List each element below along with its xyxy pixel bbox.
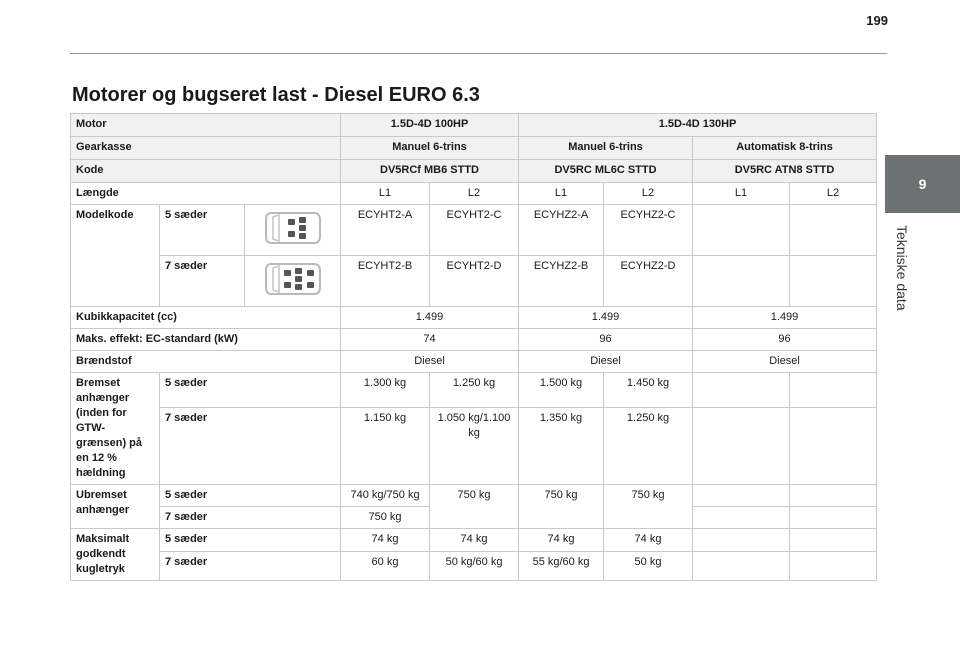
row-model-7 [71,256,877,307]
label-seats-7: 7 sæder [160,507,341,529]
braked-5-4: 1.450 kg [604,373,693,408]
empty-cell [790,507,877,529]
model-7-1: ECYHT2-B [341,256,430,307]
row-gearbox [71,137,877,160]
row-towball-5 [71,529,877,552]
length-l2: L2 [430,183,519,205]
motor-130hp: 1.5D-4D 130HP [519,114,877,137]
braked-7-4: 1.250 kg [604,408,693,485]
fuel-1: Diesel [341,351,519,373]
label-braked-trailer: Bremset anhænger (inden for GTW-grænsen) på en 12 % hældning [71,373,160,485]
label-seats-7: 7 sæder [160,552,341,581]
towball-5-2: 74 kg [430,529,519,552]
label-unbraked-trailer: Ubremset anhænger [71,485,160,529]
length-l1: L1 [693,183,790,205]
label-code: Kode [71,160,341,183]
unbraked-5-1: 740 kg/750 kg [341,485,430,507]
label-length: Længde [71,183,341,205]
power-2: 96 [519,329,693,351]
towball-7-4: 50 kg [604,552,693,581]
label-displacement: Kubikkapacitet (cc) [71,307,341,329]
car-7-seat-layout-icon [245,256,341,307]
model-5-2: ECYHT2-C [430,205,519,256]
unbraked-7-1: 750 kg [341,507,430,529]
empty-cell [693,373,790,408]
empty-cell [790,205,877,256]
page-number: 199 [866,13,888,28]
length-l2: L2 [790,183,877,205]
row-towball-7 [71,552,877,581]
empty-cell [693,256,790,307]
chapter-tab[interactable]: 9 [885,155,960,213]
model-7-4: ECYHZ2-D [604,256,693,307]
fuel-2: Diesel [519,351,693,373]
braked-7-2: 1.050 kg/1.100 kg [430,408,519,485]
label-seats-5: 5 sæder [160,529,341,552]
label-seats-5: 5 sæder [160,373,341,408]
engine-spec-table [70,113,877,581]
empty-cell [790,529,877,552]
model-5-4: ECYHZ2-C [604,205,693,256]
empty-cell [790,485,877,507]
label-motor: Motor [71,114,341,137]
unbraked-5-3: 750 kg [519,485,604,529]
chapter-side-title: Tekniske data [894,225,910,311]
unbraked-5-2: 750 kg [430,485,519,529]
row-unbraked-5 [71,485,877,507]
braked-7-1: 1.150 kg [341,408,430,485]
empty-cell [790,256,877,307]
length-l1: L1 [341,183,430,205]
car-5-seat-layout-icon [245,205,341,256]
empty-cell [790,552,877,581]
braked-5-2: 1.250 kg [430,373,519,408]
empty-cell [790,408,877,485]
label-seats-7: 7 sæder [160,256,245,307]
towball-7-3: 55 kg/60 kg [519,552,604,581]
model-5-1: ECYHT2-A [341,205,430,256]
cc-3: 1.499 [693,307,877,329]
empty-cell [693,529,790,552]
row-displacement [71,307,877,329]
row-power [71,329,877,351]
fuel-3: Diesel [693,351,877,373]
code-3: DV5RC ATN8 STTD [693,160,877,183]
label-model-code: Modelkode [71,205,160,307]
row-fuel [71,351,877,373]
model-5-3: ECYHZ2-A [519,205,604,256]
unbraked-5-4: 750 kg [604,485,693,529]
motor-100hp: 1.5D-4D 100HP [341,114,519,137]
cc-1: 1.499 [341,307,519,329]
model-7-2: ECYHT2-D [430,256,519,307]
gearbox-3: Automatisk 8-trins [693,137,877,160]
code-2: DV5RC ML6C STTD [519,160,693,183]
row-braked-7 [71,408,877,485]
empty-cell [693,485,790,507]
row-code [71,160,877,183]
label-seats-7: 7 sæder [160,408,341,485]
towball-5-1: 74 kg [341,529,430,552]
gearbox-2: Manuel 6-trins [519,137,693,160]
empty-cell [693,205,790,256]
empty-cell [693,552,790,581]
row-length [71,183,877,205]
towball-7-2: 50 kg/60 kg [430,552,519,581]
header-divider [70,53,887,54]
empty-cell [693,507,790,529]
length-l2: L2 [604,183,693,205]
towball-5-3: 74 kg [519,529,604,552]
page-title: Motorer og bugseret last - Diesel EURO 6.3 [72,84,480,106]
length-l1: L1 [519,183,604,205]
label-gearbox: Gearkasse [71,137,341,160]
row-braked-5 [71,373,877,408]
label-power: Maks. effekt: EC-standard (kW) [71,329,341,351]
power-1: 74 [341,329,519,351]
towball-7-1: 60 kg [341,552,430,581]
code-1: DV5RCf MB6 STTD [341,160,519,183]
towball-5-4: 74 kg [604,529,693,552]
model-7-3: ECYHZ2-B [519,256,604,307]
power-3: 96 [693,329,877,351]
label-seats-5: 5 sæder [160,205,245,256]
braked-7-3: 1.350 kg [519,408,604,485]
empty-cell [790,373,877,408]
braked-5-1: 1.300 kg [341,373,430,408]
label-seats-5: 5 sæder [160,485,341,507]
gearbox-1: Manuel 6-trins [341,137,519,160]
empty-cell [693,408,790,485]
label-towball-load: Maksimalt godkendt kugletryk [71,529,160,581]
label-fuel: Brændstof [71,351,341,373]
braked-5-3: 1.500 kg [519,373,604,408]
cc-2: 1.499 [519,307,693,329]
row-motor [71,114,877,137]
row-model-5 [71,205,877,256]
